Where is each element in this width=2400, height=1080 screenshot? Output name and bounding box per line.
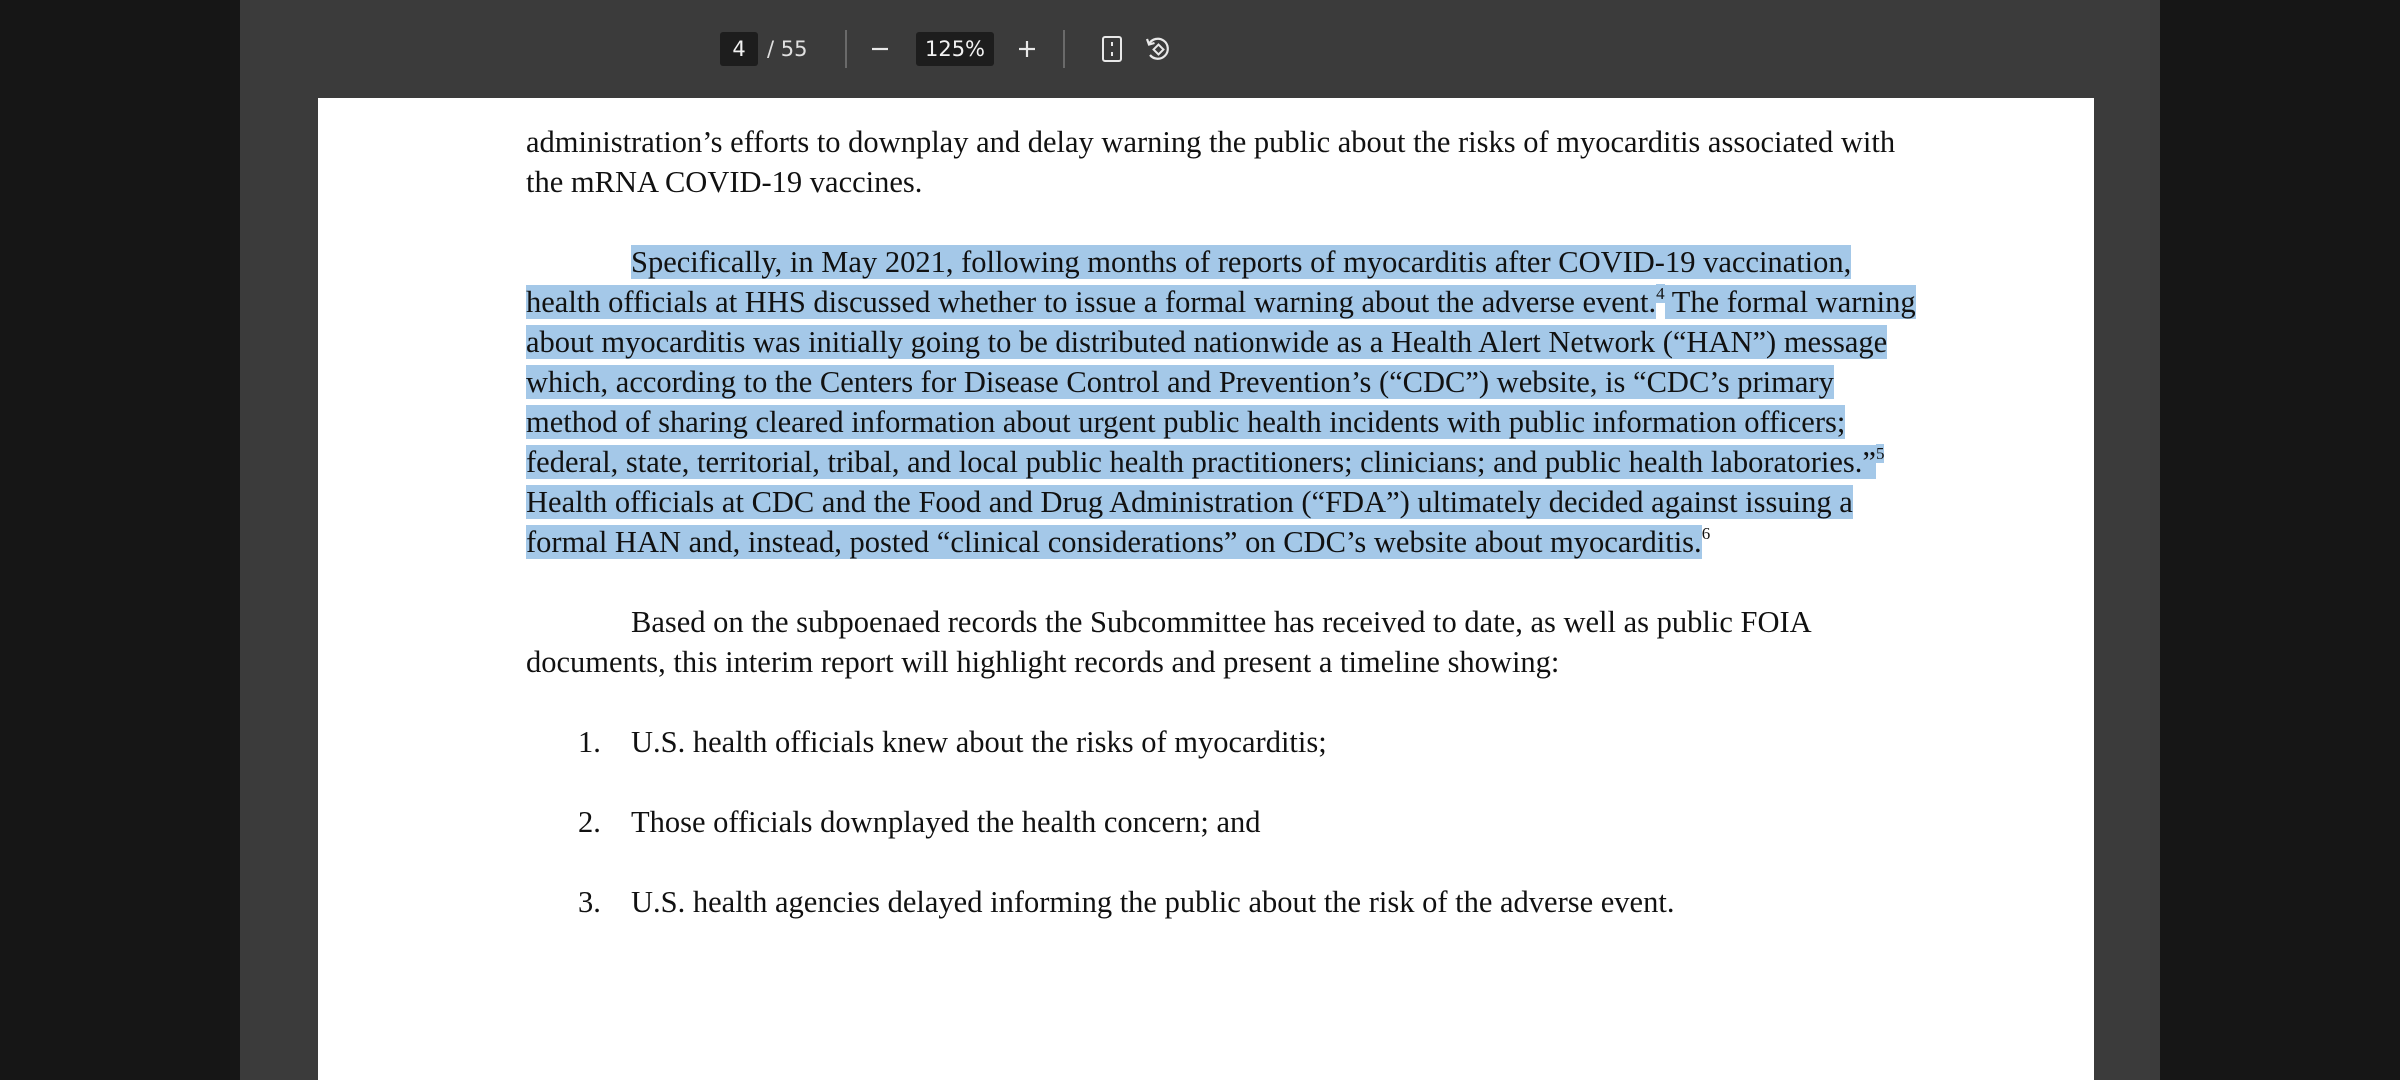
pdf-page — [318, 98, 2094, 1080]
list-number: 2. — [578, 805, 601, 839]
zoom-out-button[interactable] — [860, 30, 900, 68]
paragraph-summary — [526, 602, 1926, 682]
fit-page-button[interactable] — [1092, 30, 1132, 68]
zoom-level-input[interactable]: 125% — [916, 32, 994, 66]
list-item — [526, 802, 1926, 842]
plus-icon — [1016, 38, 1038, 60]
list-number: 3. — [578, 885, 601, 919]
summary-text: Based on the subpoenaed records the Subcommittee has received to date, as well as public FOIA documents, this interim report will highlight records and present a timeline showing: — [526, 605, 1811, 679]
footnote-ref-6[interactable]: 6 — [1701, 523, 1711, 543]
pdf-toolbar — [240, 0, 2160, 98]
list-text: U.S. health agencies delayed informing the public about the risk of the adverse event. — [631, 885, 1675, 919]
rotate-button[interactable] — [1138, 30, 1178, 68]
footnote-ref-5[interactable]: 5 — [1875, 443, 1885, 463]
pdf-viewer — [240, 0, 2160, 1080]
minus-icon — [869, 38, 891, 60]
page-total-label: / 55 — [767, 37, 808, 61]
footnote-ref-4[interactable]: 4 — [1656, 283, 1665, 303]
page-content — [526, 122, 1926, 922]
toolbar-divider — [845, 30, 847, 68]
selected-text-1[interactable]: Specifically, in May 2021, following months of reports of myocarditis after COVID-19 vaccination, health officials at HHS discussed whether to issue a formal warning about the adverse event. — [526, 245, 1852, 319]
zoom-in-button[interactable] — [1007, 30, 1047, 68]
paragraph-selected[interactable] — [526, 242, 1926, 562]
list-number: 1. — [578, 725, 601, 759]
page-number-input[interactable]: 4 — [720, 32, 758, 66]
list-text: Those officials downplayed the health concern; and — [631, 805, 1261, 839]
selected-text-2[interactable]: The formal warning about myocarditis was initially going to be distributed nationwide as a Health Alert Network (“HAN”) message which, according to the Centers for Disease Control and Prevention’s (“CDC”) website, is “CDC’s primary method of sharing cleared information about urgent public health incidents with public information officers; federal, state, territorial, tribal, and local public health practitioners; clinicians; and public health laboratories.” — [526, 285, 1916, 479]
toolbar-divider — [1063, 30, 1065, 68]
fit-page-icon — [1100, 35, 1124, 63]
selected-text-3[interactable]: Health officials at CDC and the Food and Drug Administration (“FDA”) ultimately decided against issuing a formal HAN and, instead, posted “clinical considerations” on CDC’s website about myocarditis. — [526, 485, 1853, 559]
rotate-icon — [1144, 35, 1172, 63]
list-item — [526, 722, 1926, 762]
paragraph-intro: administration’s efforts to downplay and delay warning the public about the risks of myocarditis associated with the mRNA COVID-19 vaccines. — [526, 125, 1896, 199]
list-text: U.S. health officials knew about the risks of myocarditis; — [631, 725, 1327, 759]
list-item — [526, 882, 1926, 922]
